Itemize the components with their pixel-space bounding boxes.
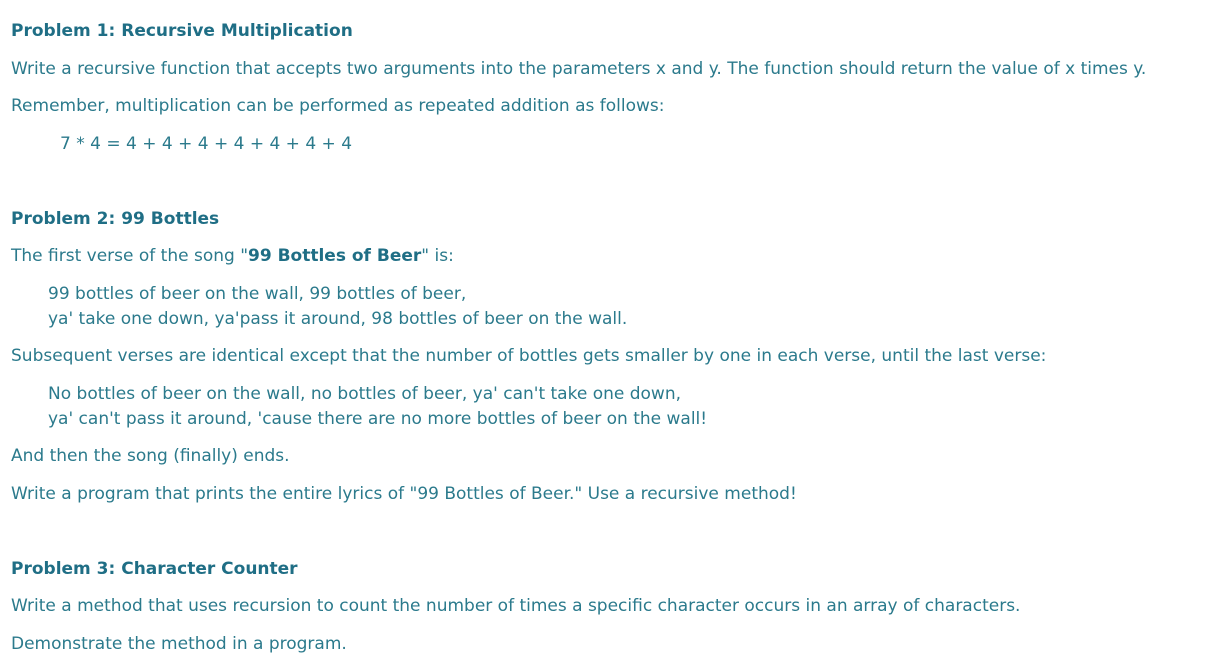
problem-1-equation: 7 * 4 = 4 + 4 + 4 + 4 + 4 + 4 + 4: [60, 134, 353, 154]
problem-1-paragraph-1: Write a recursive function that accepts two arguments into the parameters x and y. The function should return the value of x times y.: [11, 59, 1147, 79]
problem-2-intro-pre: The first verse of the song ": [11, 246, 249, 266]
problem-3-heading: Problem 3: Character Counter: [11, 559, 298, 579]
problem-1-paragraph-2: Remember, multiplication can be performed as repeated addition as follows:: [11, 96, 665, 116]
song-title: 99 Bottles of Beer: [248, 246, 422, 266]
verse-2-line-1: No bottles of beer on the wall, no bottles of beer, ya' can't take one down,: [48, 384, 682, 404]
verse-1-line-2: ya' take one down, ya'pass it around, 98 bottles of beer on the wall.: [48, 309, 628, 329]
problem-1-heading: Problem 1: Recursive Multiplication: [11, 21, 353, 41]
problem-2-heading: Problem 2: 99 Bottles: [11, 209, 220, 229]
problem-2-paragraph-4: Write a program that prints the entire lyrics of "99 Bottles of Beer." Use a recursive method!: [11, 484, 797, 504]
verse-1-line-1: 99 bottles of beer on the wall, 99 bottles of beer,: [48, 284, 467, 304]
problem-3-paragraph-1: Write a method that uses recursion to count the number of times a specific character occurs in an array of characters.: [11, 596, 1021, 616]
verse-2-line-2: ya' can't pass it around, 'cause there are no more bottles of beer on the wall!: [48, 409, 708, 429]
problem-2-intro: [11, 245, 454, 267]
problem-2-paragraph-3: And then the song (finally) ends.: [11, 446, 290, 466]
problem-2-intro-post: " is:: [421, 246, 454, 266]
problem-3-paragraph-2: Demonstrate the method in a program.: [11, 634, 347, 654]
problem-2-paragraph-2: Subsequent verses are identical except that the number of bottles gets smaller by one in each verse, until the last verse:: [11, 346, 1047, 366]
